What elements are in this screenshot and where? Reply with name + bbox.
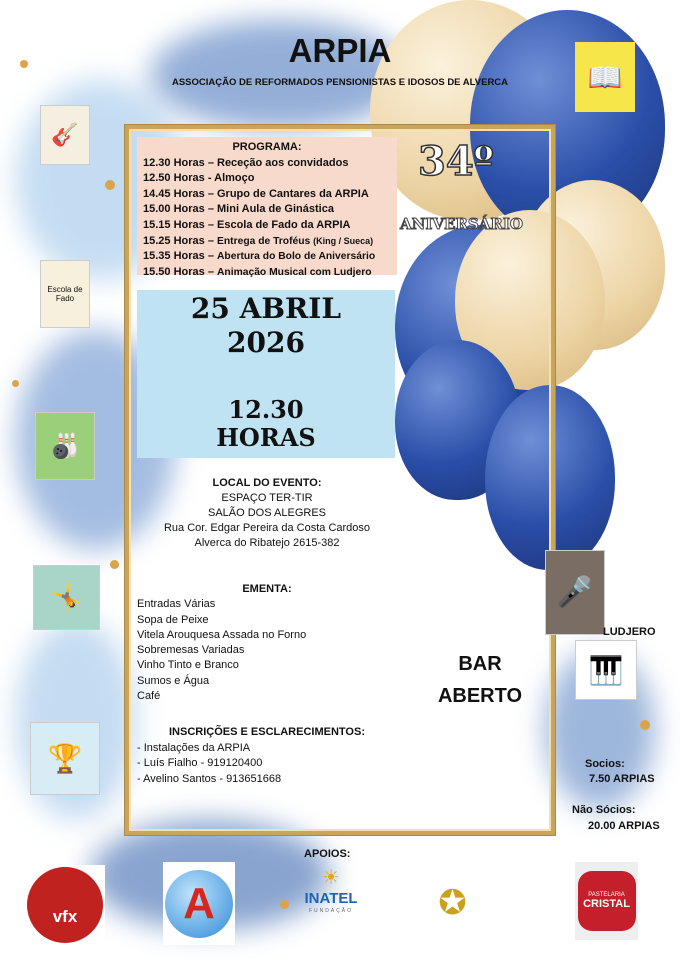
inscricoes-heading: INSCRIÇÕES E ESCLARECIMENTOS: xyxy=(169,726,365,738)
fado-school-text: Escola de Fado xyxy=(47,285,83,303)
programa-sep: – xyxy=(204,218,217,231)
programa-activity: Abertura do Bolo de Aniversário xyxy=(217,251,376,263)
org-subtitle: ASSOCIAÇÃO DE REFORMADOS PENSIONISTAS E IDOSOS DE ALVERCA xyxy=(171,77,509,88)
event-day-month: 25 ABRIL xyxy=(190,292,342,325)
emblem-logo-icon: ✪ xyxy=(420,865,485,940)
programa-sep: – xyxy=(204,234,217,247)
programa-time: 15.35 Horas xyxy=(143,250,205,263)
programa-time: 15.50 Horas xyxy=(143,265,205,278)
programa-sep: – xyxy=(204,250,217,263)
microphone-icon: 🎤 xyxy=(556,576,594,609)
letter-a-logo-icon: A xyxy=(165,870,233,938)
programa-activity: Receção aos convidados xyxy=(217,156,349,169)
programa-sep: – xyxy=(204,187,217,200)
event-time-unit: HORAS xyxy=(216,423,316,452)
cristal-text: CRISTAL xyxy=(583,898,630,910)
programa-activity: Entrega de Troféus xyxy=(217,235,314,247)
alverca-a-logo xyxy=(163,862,235,945)
contact-item: - Avelino Santos - 913651668 xyxy=(137,772,282,785)
menu-item: Sobremesas Variadas xyxy=(137,644,245,657)
gym-image xyxy=(33,565,100,630)
programa-item xyxy=(143,265,391,281)
kids-reading-image xyxy=(575,42,635,112)
programa-activity: Escola de Fado da ARPIA xyxy=(217,218,351,231)
local-line: SALÃO DOS ALEGRES xyxy=(208,507,326,519)
local-line: Alverca do Ribatejo 2615-382 xyxy=(194,537,340,549)
price-nao-socios xyxy=(572,802,660,834)
programa-list xyxy=(143,156,391,281)
gold-dot xyxy=(105,180,115,190)
local-section xyxy=(137,476,397,551)
ementa-list xyxy=(137,597,397,704)
menu-item: Sopa de Peixe xyxy=(137,613,209,626)
programa-item xyxy=(143,202,391,218)
vfx-logo-text: vfx xyxy=(27,867,103,943)
programa-activity: Almoço xyxy=(214,172,255,185)
bocce-image xyxy=(35,412,95,480)
programa-box xyxy=(137,137,397,278)
programa-note: (King / Sueca) xyxy=(313,235,374,246)
bocce-icon: 🎳 xyxy=(50,432,80,460)
inatel-subtext: FUNDAÇÃO xyxy=(308,908,354,914)
menu-item: Sumos e Água xyxy=(137,674,210,687)
ementa-heading: EMENTA: xyxy=(242,583,292,595)
bar-line: ABERTO xyxy=(437,685,523,707)
contact-item: - Instalações da ARPIA xyxy=(137,741,251,754)
programa-time: 14.45 Horas xyxy=(143,187,205,200)
gold-dot xyxy=(12,380,19,387)
programa-activity: Grupo de Cantares da ARPIA xyxy=(217,187,369,200)
menu-item: Entradas Várias xyxy=(137,598,216,611)
programa-item xyxy=(143,249,391,265)
programa-activity: Animação Musical com Ludjero xyxy=(217,266,372,278)
programa-time: 15.00 Horas xyxy=(143,203,205,216)
gold-dot xyxy=(640,720,650,730)
socios-label: Socios: xyxy=(585,758,625,770)
programa-sep: – xyxy=(204,265,217,278)
socios-price: 7.50 ARPIAS xyxy=(589,773,655,785)
programa-activity: Mini Aula de Ginástica xyxy=(217,203,334,216)
programa-time: 15.25 Horas xyxy=(143,234,205,247)
programa-item xyxy=(143,234,391,250)
programa-item xyxy=(143,156,391,172)
nao-socios-label: Não Sócios: xyxy=(572,804,636,816)
event-year: 2026 xyxy=(227,326,305,359)
programa-heading: PROGRAMA: xyxy=(232,141,302,153)
cantares-group-image xyxy=(40,105,90,165)
ludjero-photo xyxy=(545,550,605,635)
menu-item: Café xyxy=(137,690,161,703)
pastelaria-cristal-logo xyxy=(575,862,638,940)
programa-sep: – xyxy=(204,203,217,216)
gold-dot xyxy=(280,900,289,909)
exercise-icon: 🤸 xyxy=(50,582,83,612)
piano-cartoon-image xyxy=(575,640,637,700)
ementa-section xyxy=(137,582,397,704)
anniversary-number: 34º xyxy=(418,138,494,185)
inscricoes-section xyxy=(137,725,397,787)
local-line: Rua Cor. Edgar Pereira da Costa Cardoso xyxy=(163,522,371,534)
book-icon: 📖 xyxy=(587,61,623,93)
pastelaria-badge xyxy=(578,871,636,931)
nao-socios-price: 20.00 ARPIAS xyxy=(588,820,660,832)
bar-aberto xyxy=(430,648,530,712)
inatel-logo xyxy=(298,865,364,914)
guitar-icon: 🎸 xyxy=(51,122,79,147)
event-time: 12.30 xyxy=(228,395,304,424)
local-heading: LOCAL DO EVENTO: xyxy=(212,477,322,489)
programa-time: 12.30 Horas xyxy=(143,156,205,169)
fado-school-image xyxy=(40,260,90,328)
programa-item xyxy=(143,218,391,234)
gold-dot xyxy=(110,560,119,569)
menu-item: Vitela Arouquesa Assada no Forno xyxy=(137,628,307,641)
programa-sep: – xyxy=(204,156,217,169)
programa-time: 15.15 Horas xyxy=(143,218,205,231)
event-date-box xyxy=(137,290,395,458)
programa-item xyxy=(143,187,391,203)
local-line: ESPAÇO TER-TIR xyxy=(221,492,313,504)
anniversary-label: ANIVERSÁRIO xyxy=(400,215,523,233)
contact-item: - Luís Fialho - 919120400 xyxy=(137,757,263,769)
vfx-logo xyxy=(25,865,105,945)
trophy-icon: 🏆 xyxy=(47,743,83,774)
performer-name: LUDJERO xyxy=(603,626,656,638)
pastelaria-text: PASTELARIA xyxy=(588,892,625,898)
programa-sep: - xyxy=(204,172,215,185)
price-socios xyxy=(585,757,655,787)
trophies-image xyxy=(30,722,100,795)
programa-time: 12.50 Horas xyxy=(143,172,205,185)
piano-icon: 🎹 xyxy=(588,654,624,686)
inatel-text: INATEL xyxy=(304,890,358,907)
sun-icon: ☀ xyxy=(322,867,340,889)
menu-item: Vinho Tinto e Branco xyxy=(137,659,239,672)
apoios-label: APOIOS: xyxy=(304,848,351,860)
org-title: ARPIA xyxy=(288,32,392,69)
programa-item xyxy=(143,171,391,187)
bar-line: BAR xyxy=(458,653,502,675)
